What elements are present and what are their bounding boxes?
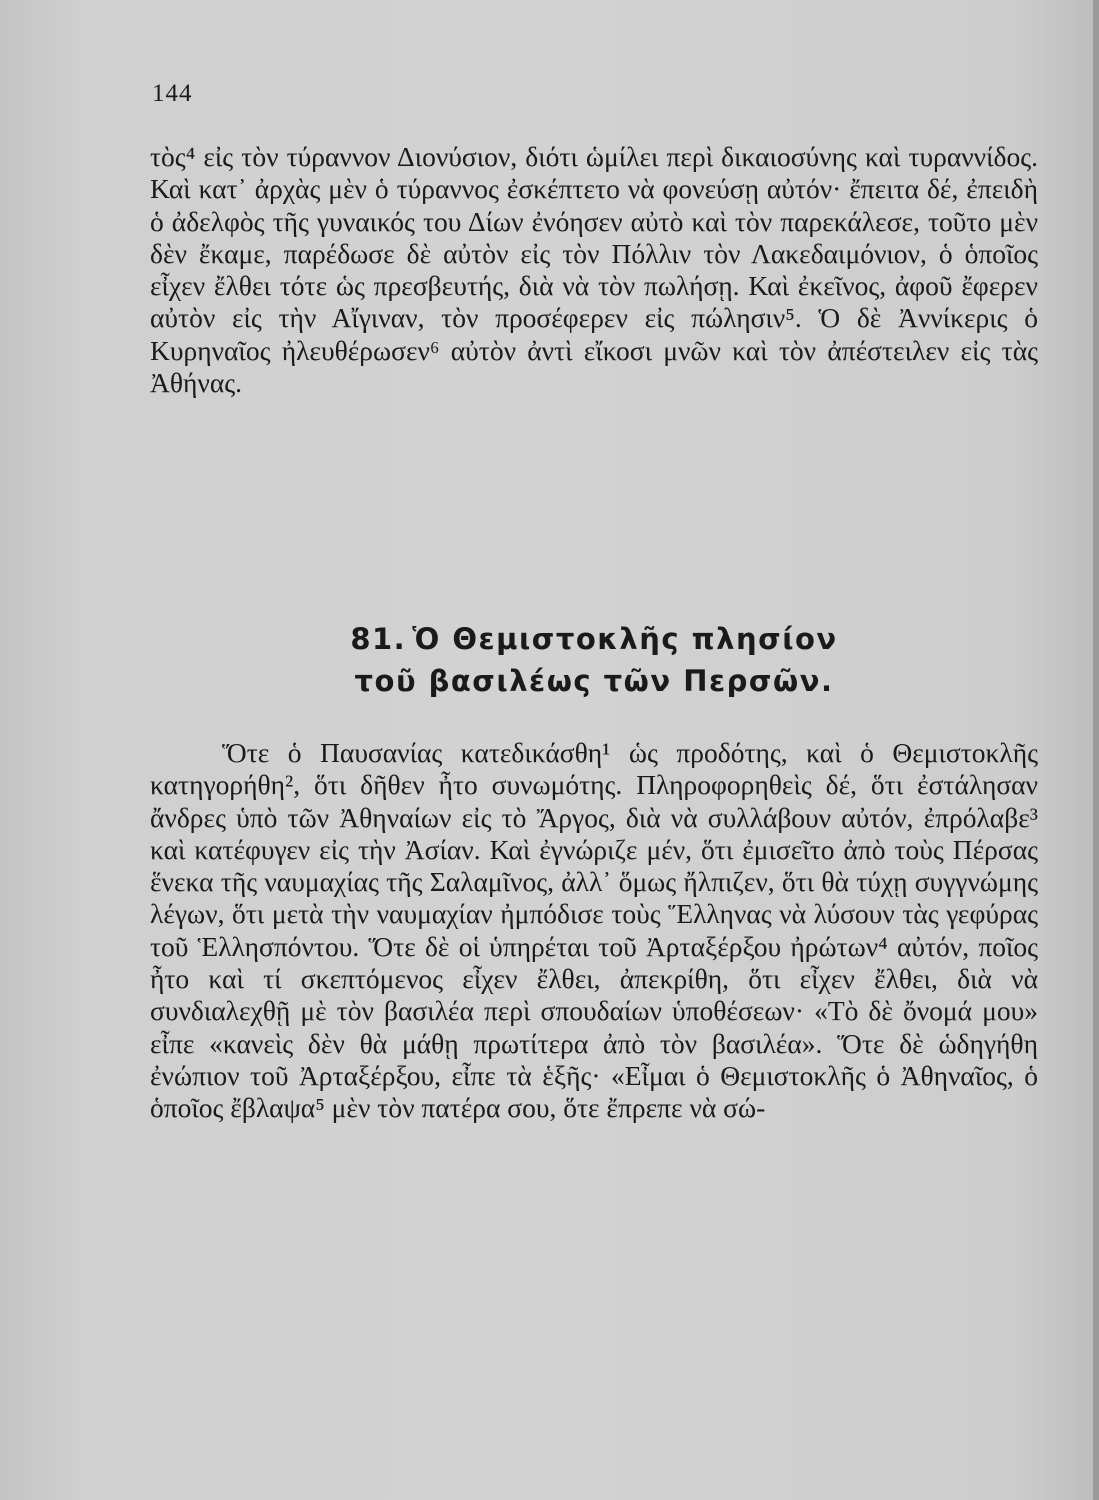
section-title-part-2: τοῦ βασιλέως τῶν Περσῶν.: [354, 664, 834, 698]
section-title-part-1: Ὁ Θεμιστοκλῆς πλησίον: [412, 622, 838, 656]
paragraph-themistocles: Ὅτε ὁ Παυσανίας κατεδικάσθη¹ ὡς προδότης, καὶ ὁ Θεμιστοκλῆς κατηγορήθη², ὅτι δῆθεν ἦτο συνωμότης. Πληροφορηθεὶς δέ, ὅτι ἐστάλησαν ἄνδρες ὑπὸ τῶν Ἀθηναίων εἰς τὸ Ἄργος, διὰ νὰ συλλάβουν αὐτόν, ἐπρόλαβε³ καὶ κατέφυγεν εἰς τὴν Ἀσίαν. Καὶ ἐγνώριζε μέν, ὅτι ἐμισεῖτο ἀπὸ τοὺς Πέρσας ἕνεκα τῆς ναυμαχίας τῆς Σαλαμῖνος, ἀλλ᾽ ὅμως ἤλπιζεν, ὅτι θὰ τύχῃ συγγνώμης λέγων, ὅτι μετὰ τὴν ναυμαχίαν ἠμπόδισε τοὺς Ἕλληνας νὰ λύσουν τὰς γεφύρας τοῦ Ἑλλησπόντου. Ὅτε δὲ οἱ ὑπηρέται τοῦ Ἀρταξέρξου ἠρώτων⁴ αὐτόν, ποῖος ἦτο καὶ τί σκεπτόμενος εἶχεν ἔλθει, ἀπεκρίθη, ὅτι εἶχεν ἔλθει, διὰ νὰ συνδιαλεχθῇ μὲ τὸν βασιλέα περὶ σπουδαίων ὑποθέσεων· «Τὸ δὲ ὄνομά μου» εἶπε «κανεὶς δὲν θὰ μάθῃ πρωτίτερα ἀπὸ τὸν βασιλέα». Ὅτε δὲ ὡδηγήθη ἐνώπιον τοῦ Ἀρταξέρξου, εἶπε τὰ ἑξῆς· «Εἶμαι ὁ Θεμιστοκλῆς ὁ Ἀθηναῖος, ὁ ὁποῖος ἔβλαψα⁵ μὲν τὸν πατέρα σου, ὅτε ἔπρεπε νὰ σώ-: [150, 737, 1038, 1124]
page-edge-shadow: [1093, 0, 1099, 1500]
paragraph-continuation: τὸς⁴ εἰς τὸν τύραννον Διονύσιον, διότι ὡμίλει περὶ δικαιοσύνης καὶ τυραννίδος. Καὶ κατ᾽ ἀρχὰς μὲν ὁ τύραννος ἐσκέπτετο νὰ φονεύσῃ αὐτόν· ἔπειτα δέ, ἐπειδὴ ὁ ἀδελφὸς τῆς γυναικός του Δίων ἐνόησεν αὐτὸ καὶ τὸν παρεκάλεσε, τοῦτο μὲν δὲν ἔκαμε, παρέδωσε δὲ αὐτὸν εἰς τὸν Πόλλιν τὸν Λακεδαιμόνιον, ὁ ὁποῖος εἶχεν ἔλθει τότε ὡς πρεσβευτής, διὰ νὰ τὸν πωλήσῃ. Καὶ ἐκεῖνος, ἀφοῦ ἔφερεν αὐτὸν εἰς τὴν Αἴγιναν, τὸν προσέφερεν εἰς πώλησιν⁵. Ὁ δὲ Ἀννίκερις ὁ Κυρηναῖος ἠλευθέρωσεν⁶ αὐτὸν ἀντὶ εἴκοσι μνῶν καὶ τὸν ἀπέστειλεν εἰς τὰς Ἀθήνας.: [150, 141, 1038, 399]
section-heading: [150, 618, 1038, 702]
section-number: 81.: [350, 622, 407, 656]
section-heading-line-1: [150, 618, 1038, 660]
page-number: 144: [152, 80, 193, 107]
